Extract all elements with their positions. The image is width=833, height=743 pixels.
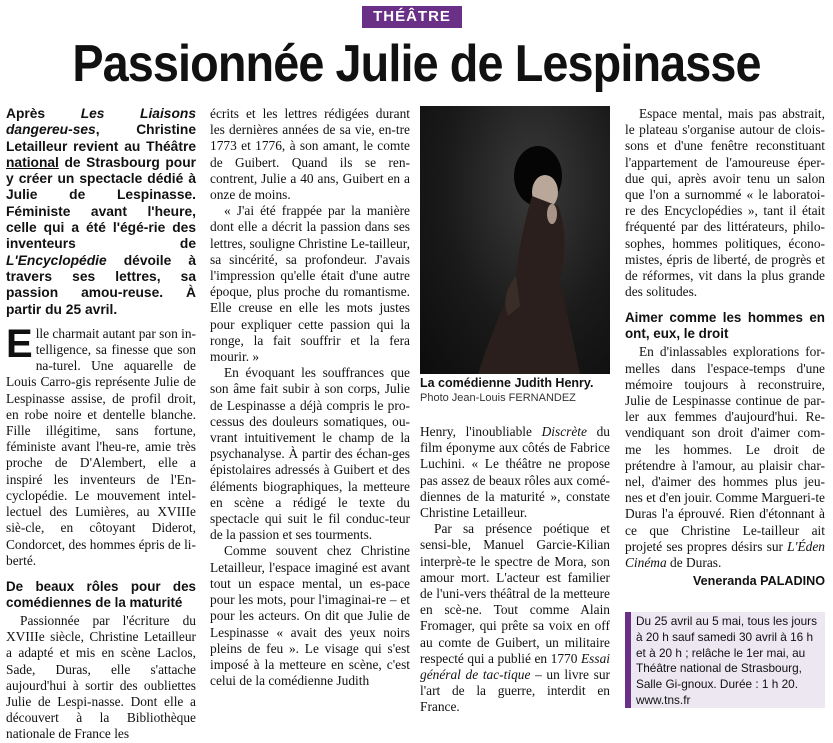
section-kicker: THÉÂTRE <box>362 6 462 28</box>
column-3 <box>420 424 610 716</box>
headline: Passionnée Julie de Lespinasse <box>72 35 761 93</box>
subheading-1: De beaux rôles pour des comédiennes de la maturité <box>6 578 196 610</box>
lede: Après Les Liaisons dangereu-ses, Christine Letailleur revient au Théâtre national de Strasbourg pour y créer un spectacle dédié à Julie de Lespinasse. Féministe avant l'heure, celle qui a été l'égé-rie des inventeurs de L'Encyclopédie dévoile à travers ses lettres, sa passion amou-reuse. À partir du 25 avril. <box>6 106 196 317</box>
paragraph-3: écrits et les lettres rédigées durant les dernières années de sa vie, en-tre 1773 et 1776, à son amant, le comte de Guibert. Quand ils se ren-contrent, Julie a 40 ans, Guibert en a onze de moins. <box>210 106 410 203</box>
paragraph-1: Elle charmait autant par son in-telligence, sa finesse que son na-turel. Une aquarelle de Louis Carro-gis représente Julie de Lespinasse assise, de profil droit, en robe noire et dentelle blanche. Fille illégitime, sans fortune, féministe avant l'heu-re, amie très proche de D'Alembert, elle a inspiré les inventeurs de l'En-cyclopédie. Le mouvement intel-lectuel des Lumières, au XVIIIe siè-cle, en côtoyant Diderot, Condorcet, des hommes épris de li-berté. <box>6 321 196 568</box>
photo-caption <box>420 376 610 405</box>
paragraph-9: Espace mental, mais pas abstrait, le plateau s'organise autour de clois-sons et d'une fenêtre reconstituant l'appartement de l'amoureuse éper-due qui, après avoir tenu un salon que l'on a surnommé « le laboratoi-re des Encyclopédies », tant il était fréquenté par des littérateurs, philo-sophes, hommes politiques, écono-mistes, épris de liberté, de progrès et de réformes, vit dans la plus grande des solitudes. <box>625 106 825 300</box>
paragraph-10: En d'inlassables explorations for-melles dans l'espace-temps d'une mémoire toujours à reconstruire, Julie de Lespinasse continue de par-ler aux femmes d'aujourd'hui. Re-vendiquant son droit d'aimer com-me les hommes. Le droit de prétendre à l'amour, au plaisir char-nel, d'aimer des hommes plus jeu-nes et d'en jouir. Comme Margueri-te Duras l'a éprouvé. Rien d'étonnant à ce que Christine Le-tailleur ait projeté ses propres désirs sur L'Éden Cinéma de Duras. <box>625 344 826 571</box>
paragraph-6: Comme souvent chez Christine Letailleur, l'espace imaginé est avant tout un espace mental, un es-pace pour les mots, pour l'imaginai-re – et pour les acteurs. On dit que Julie de Lespinasse « avait des yeux noirs pleins de feu ». Le visage qui s'est imposé à la metteure en scène, c'est celui de la comédienne Judith <box>210 543 410 689</box>
paragraph-8: Par sa présence poétique et sensi-ble, Manuel Garcie-Kilian interprè-te le spectre de Mora, son amour mort. L'acteur est familier de l'uni-vers théâtral de la metteure en scè-ne. Tout comme Alain Fromager, qui prête sa voix en off au comte de Guibert, un militaire respecté qui a publié en 1770 Essai général de tac-tique – un livre sur l'art de la guerre, interdit en France. <box>420 521 610 715</box>
drop-cap: E <box>6 321 33 366</box>
paragraph-2: Passionnée par l'écriture du XVIIIe siècle, Christine Letailleur a adapté et mis en scène Laclos, Sade, Duras, elle s'attache aujourd'hui à sortir des oubliettes Julie de Lespi-nasse. Dont elle a découvert à la Bibliothèque nationale de France les <box>6 612 196 742</box>
actress-photo <box>420 106 610 374</box>
info-box-accent <box>625 612 631 708</box>
paragraph-5: En évoquant les souffrances que son âme fait subir à son corps, Julie de Lespinasse a déjà compris le pro-cessus des douleurs somatiques, ou-vrant intuitivement le champ de la psychanalyse. À partir des échan-ges épistolaires adressés à Guibert et des éléments biographiques, la metteure en scène a rédigé le texte du spectacle qui suit le fil conduc-teur de la passion et ses tourments. <box>210 365 410 543</box>
caption-title: La comédienne Judith Henry. <box>420 376 594 390</box>
column-1 <box>6 106 196 743</box>
byline: Veneranda PALADINO <box>692 574 825 589</box>
paragraph-7: Henry, l'inoubliable Discrète du film éponyme aux côtés de Fabrice Luchini. « Le théâtre ne propose pas assez de beaux rôles aux comé-diennes de la maturité », constate Christine Letailleur. <box>420 424 610 521</box>
info-text: Du 25 avril au 5 mai, tous les jours à 20 h sauf samedi 30 avril à 16 h et à 20 h ; relâche le 1er mai, au Théâtre national de Strasbourg, Salle Gi-gnoux. Durée : 1 h 20. www.tns.fr <box>636 614 817 707</box>
column-2 <box>210 106 410 689</box>
paragraph-4: « J'ai été frappée par la manière dont elle a décrit la passion dans ses lettres, souligne Christine Le-tailleur, sa sincérité, sa profondeur. J'avais l'impression qu'elle était d'une autre époque, plus proche du romantisme. Elle creuse en elle les mots justes pour expliquer cette passion qui la ronge, la fait souffrir et la fera mourir. » <box>210 203 410 365</box>
caption-credit: Photo Jean-Louis FERNANDEZ <box>420 392 576 404</box>
subheading-2: Aimer comme les hommes en ont, eux, le droit <box>625 310 825 342</box>
column-4 <box>625 106 825 589</box>
